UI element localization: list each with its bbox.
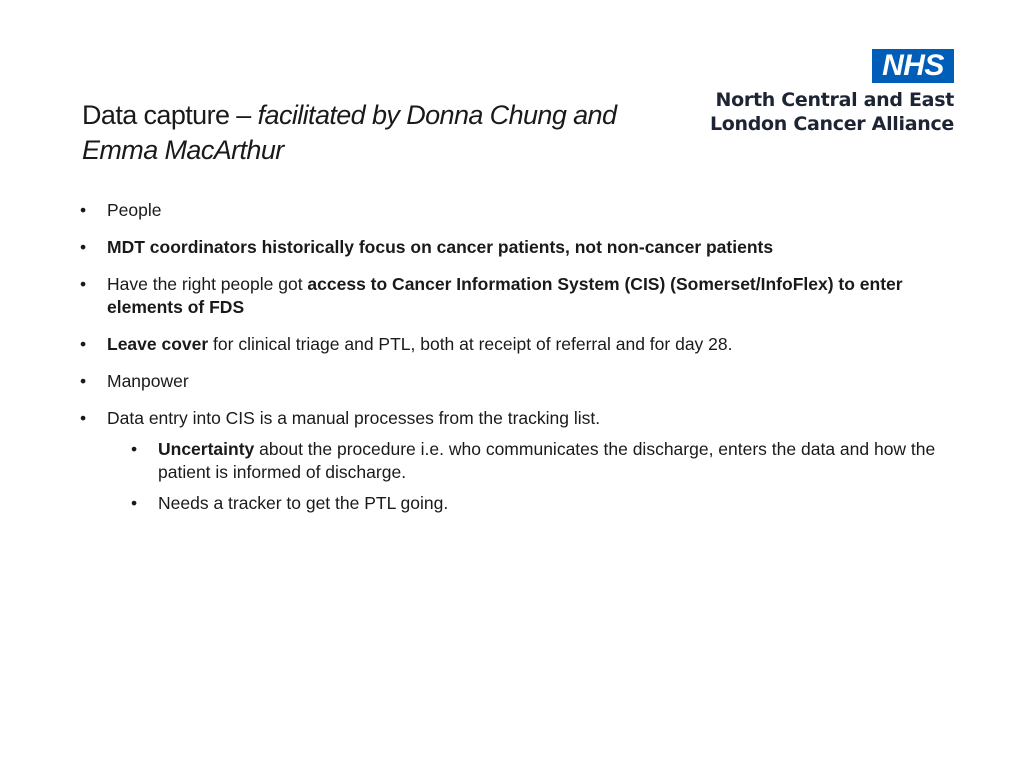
bullet-text: Manpower bbox=[107, 371, 189, 391]
bullet-dot: • bbox=[131, 493, 138, 513]
bullet-text: Data entry into CIS is a manual processes from the tracking list. bbox=[107, 408, 601, 428]
bullet-text-bold: Leave cover bbox=[107, 334, 209, 354]
bullet-dot: • bbox=[80, 371, 87, 391]
sub-bullet-list bbox=[107, 438, 940, 515]
bullet-dot: • bbox=[80, 200, 87, 220]
bullet-dot: • bbox=[131, 439, 138, 459]
bullet-text: for clinical triage and PTL, both at receipt of referral and for day 28. bbox=[208, 334, 733, 354]
bullet-item bbox=[80, 199, 940, 222]
sub-bullet-item bbox=[107, 492, 940, 515]
bullet-item bbox=[80, 236, 940, 259]
bullet-dot: • bbox=[80, 237, 87, 257]
nhs-badge: NHS bbox=[872, 49, 954, 83]
bullet-item bbox=[80, 273, 940, 319]
bullet-text-bold: Uncertainty bbox=[158, 439, 255, 459]
bullet-dot: • bbox=[80, 408, 87, 428]
bullet-list bbox=[80, 199, 940, 529]
slide-title bbox=[82, 98, 662, 168]
org-name-line-2: London Cancer Alliance bbox=[709, 113, 954, 135]
bullet-item bbox=[80, 407, 940, 515]
title-italic: facilitated by Donna Chung and Emma MacArthur bbox=[82, 100, 617, 165]
nhs-logo bbox=[654, 49, 954, 139]
bullet-text: People bbox=[107, 200, 162, 220]
bullet-dot: • bbox=[80, 274, 87, 294]
org-name-line-1: North Central and East bbox=[715, 89, 954, 111]
bullet-text-bold: access to Cancer Information System (CIS) (Somerset/InfoFlex) to enter elements of FDS bbox=[107, 274, 903, 317]
bullet-item bbox=[80, 333, 940, 356]
sub-bullet-item bbox=[107, 438, 940, 484]
bullet-item bbox=[80, 370, 940, 393]
title-plain: Data capture – bbox=[82, 100, 258, 130]
bullet-text: Needs a tracker to get the PTL going. bbox=[158, 493, 449, 513]
bullet-text-bold: MDT coordinators historically focus on cancer patients, not non-cancer patients bbox=[107, 237, 774, 257]
bullet-text: Have the right people got bbox=[107, 274, 308, 294]
bullet-dot: • bbox=[80, 334, 87, 354]
bullet-text: about the procedure i.e. who communicates the discharge, enters the data and how the patient is informed of discharge. bbox=[158, 439, 936, 482]
